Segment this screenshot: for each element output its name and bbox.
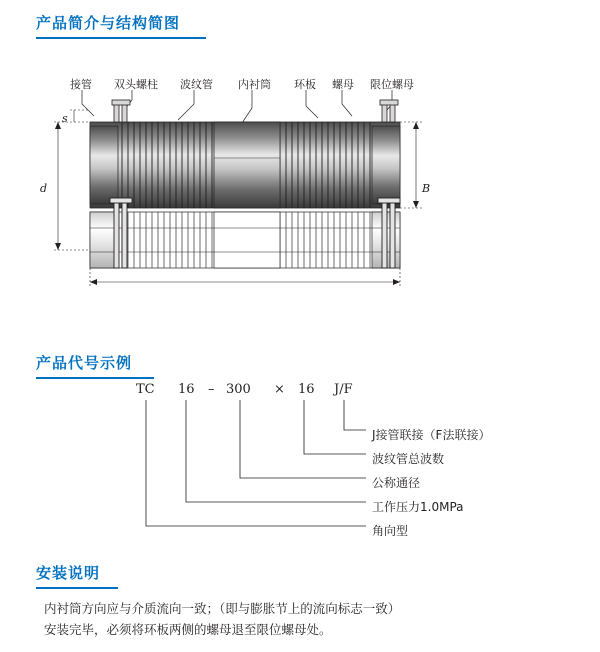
section-install-title: 安装说明 [36, 564, 101, 582]
install-note-line-1: 内衬筒方向应与介质流向一致；（即与膨胀节上的流向标志一致） [44, 601, 401, 616]
code-token-pressure: 16 [178, 382, 195, 397]
code-token-series: TC [136, 382, 155, 397]
section-intro-underline [36, 37, 206, 39]
section-install-header [36, 562, 118, 589]
callout-label-6: 螺母 [332, 78, 354, 91]
callout-label-1: 接管 [70, 78, 92, 91]
dimension-d: d [40, 182, 48, 195]
code-token-joint: J/F [334, 382, 353, 397]
section-code-header [36, 352, 154, 379]
callout-label-5: 环板 [294, 78, 316, 91]
callout-label-4: 内衬筒 [238, 78, 271, 91]
code-desc-joint: J接管联接（F法联接） [372, 428, 491, 442]
code-token-diameter: 300 [226, 382, 251, 397]
callout-label-2: 双头螺柱 [114, 78, 158, 91]
code-token-dash: – [208, 382, 215, 397]
code-desc-waves: 波纹管总波数 [372, 452, 445, 466]
code-token-waves: 16 [298, 382, 315, 397]
section-install-underline [36, 587, 118, 589]
install-notes [44, 598, 564, 640]
code-desc-diameter: 公称通径 [372, 476, 421, 490]
product-code-example [36, 382, 566, 542]
section-intro-title: 产品简介与结构简图 [36, 14, 181, 32]
code-leader-lines [36, 382, 566, 542]
section-code-title: 产品代号示例 [36, 354, 133, 372]
code-desc-pressure: 工作压力1.0MPa [372, 500, 464, 514]
install-note-line-2: 安装完毕，必须将环板两侧的螺母退至限位螺母处。 [44, 622, 332, 637]
expansion-joint-drawing [30, 60, 570, 320]
structure-diagram [30, 60, 570, 320]
callout-label-7: 限位螺母 [370, 78, 414, 91]
code-desc-type: 角向型 [372, 524, 409, 538]
section-code-underline [36, 377, 154, 379]
dimension-B: B [422, 182, 431, 195]
dimension-s: s [62, 112, 68, 125]
code-token-times: × [274, 382, 285, 397]
section-intro-header [36, 12, 206, 39]
callout-label-3: 波纹管 [180, 78, 213, 91]
